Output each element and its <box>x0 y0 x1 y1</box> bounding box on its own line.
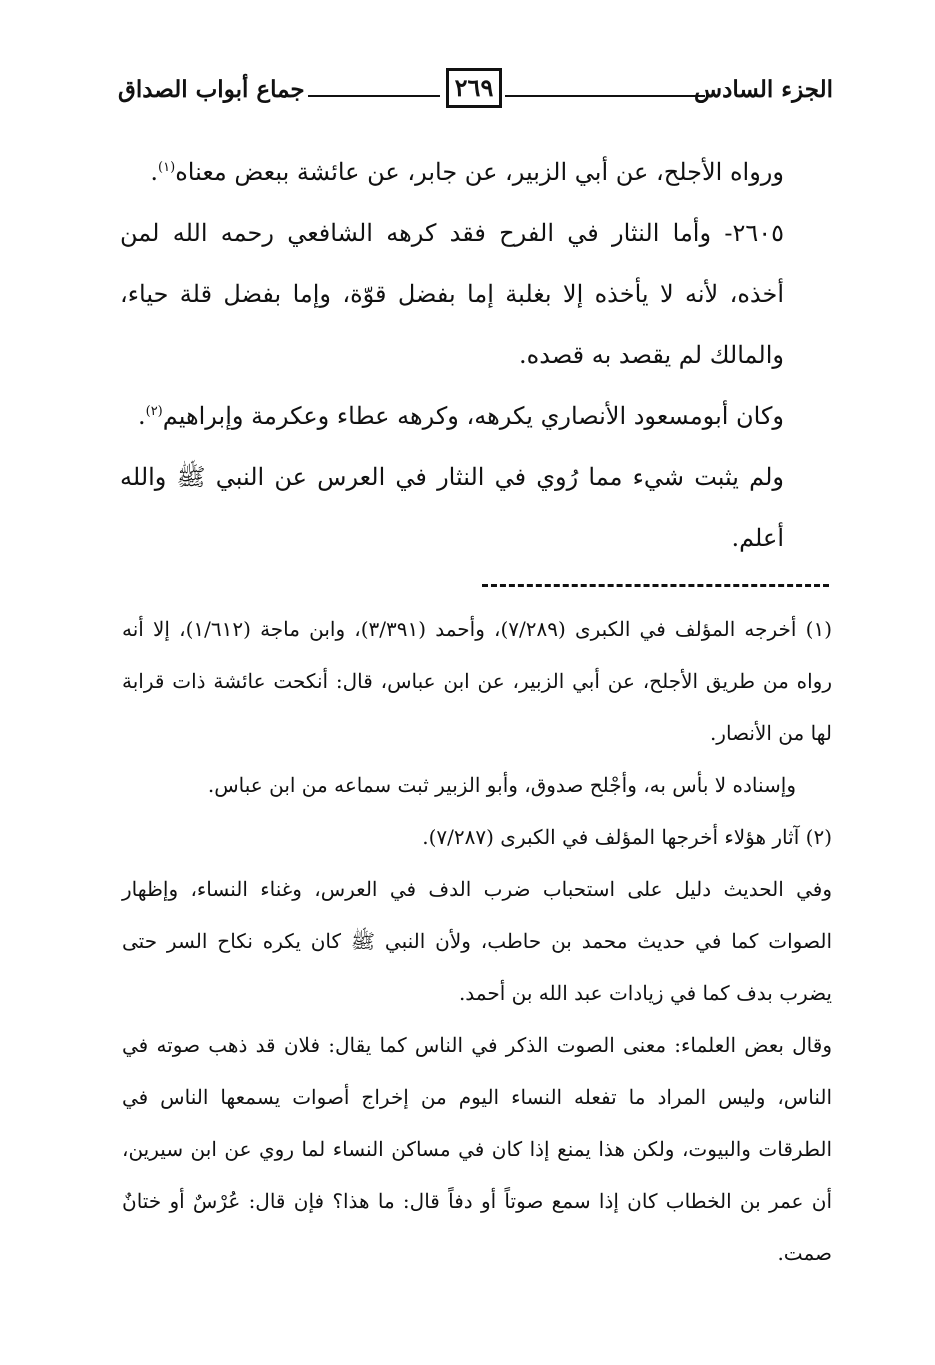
paragraph-2605: ٢٦٠٥- وأما النثار في الفرح فقد كرهه الشافعي رحمه الله لمن أخذه، لأنه لا يأخذه إلا بغلبة إما بفضل قوّة، وإما بفضل قلة حياء، والمالك لم يقصد به قصده. <box>120 219 784 369</box>
footnote-1-note: وإسناده لا بأس به، وأجْلح صدوق، وأبو الزبير ثبت سماعه من ابن عباس. <box>207 773 796 797</box>
main-text <box>120 142 832 569</box>
page-number: ٢٦٩ <box>446 68 502 108</box>
running-header <box>118 66 833 122</box>
footnote-separator <box>482 584 829 587</box>
footnotes <box>122 603 832 1279</box>
paragraph-1: ورواه الأجلح، عن أبي الزبير، عن جابر، عن عائشة ببعض معناه$^{(١)}$. <box>150 158 784 186</box>
header-rule-left <box>308 95 440 97</box>
footnote-comment-2: وقال بعض العلماء: معنى الصوت الذكر في الناس كما يقال: فلان قد ذهب صوته في الناس، وليس المراد ما تفعله النساء اليوم من إخراج أصوات يسمعها الناس في الطرقات والبيوت، ولكن هذا يمنع إذا كان في مساكن النساء لما روي عن ابن سيرين، أن عمر بن الخطاب كان إذا سمع صوتاً أو دفاً قال: ما هذا؟ فإن قال: عُرْسٌ أو ختانٌ صمت. <box>122 1033 832 1265</box>
header-rule-right <box>505 95 705 97</box>
footnote-ref-1: (١) <box>158 160 176 175</box>
footnote-comment-1: وفي الحديث دليل على استحباب ضرب الدف في العرس، وغناء النساء، وإظهار الصوات كما في حديث محمد بن حاطب، ولأن النبي ﷺ كان يكره نكاح السر حتى يضرب بدف كما في زيادات عبد الله بن أحمد. <box>122 877 832 1005</box>
footnote-ref-2: (٢) <box>145 404 163 419</box>
paragraph-4: ولم يثبت شيء مما رُوي في النثار في العرس عن النبي ﷺ والله أعلم. <box>120 463 784 552</box>
footnote-2: (٢) آثار هؤلاء أخرجها المؤلف في الكبرى (٧/٢٨٧). <box>422 825 832 849</box>
paragraph-3: وكان أبومسعود الأنصاري يكرهه، وكرهه عطاء وعكرمة وإبراهيم$^{(٢)}$. <box>137 402 784 430</box>
footnote-1: (١) أخرجه المؤلف في الكبرى (٧/٢٨٩)، وأحمد (٣/٣٩١)، وابن ماجة (١/٦١٢)، إلا أنه رواه من طريق الأجلح، عن أبي الزبير، عن ابن عباس، قال: أنكحت عائشة ذات قرابة لها من الأنصار. <box>122 617 832 745</box>
volume-title: الجزء السادس <box>694 76 833 103</box>
chapter-title: جماع أبواب الصداق <box>118 76 305 103</box>
